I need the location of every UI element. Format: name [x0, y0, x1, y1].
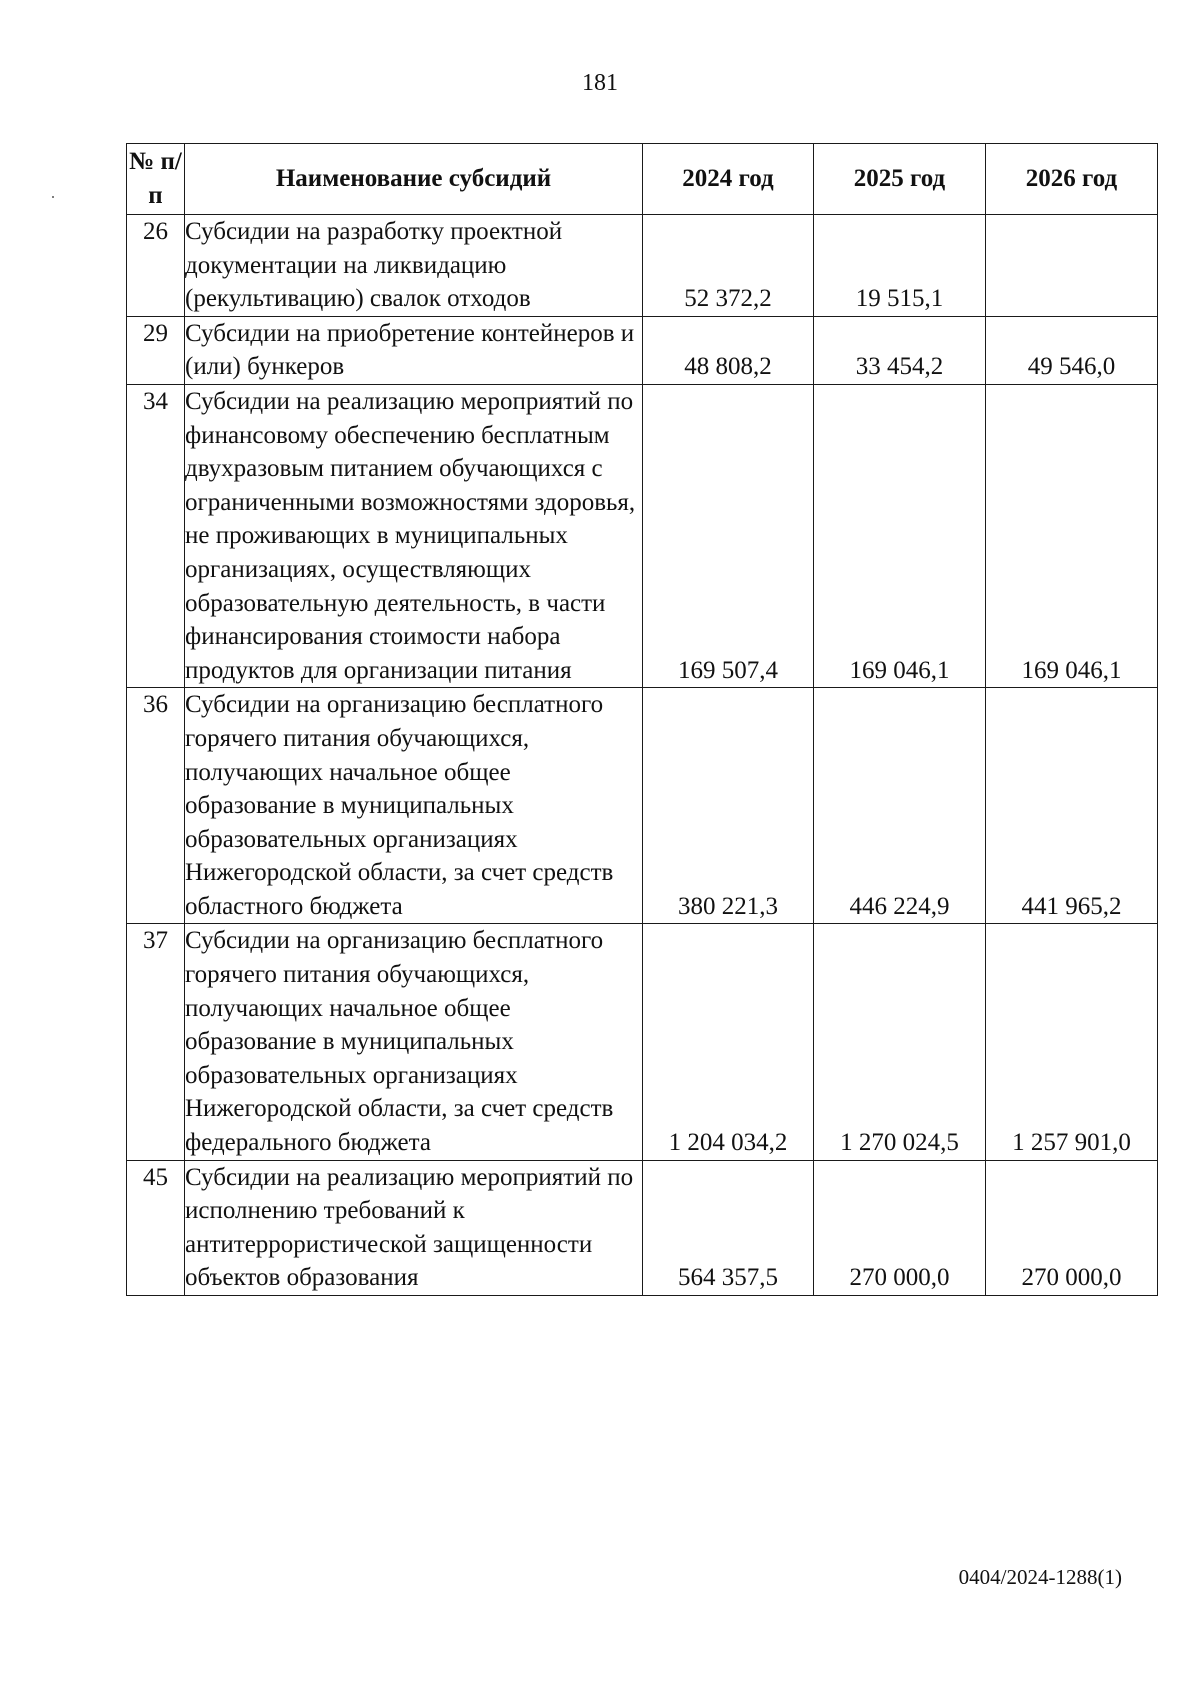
table-row — [127, 316, 1158, 384]
row-name: Субсидии на организацию бесплатного горячего питания обучающихся, получающих начальное общее образование в муниципальных образовательных организациях Нижегородской области, за счет средств федерального бюджета — [185, 924, 643, 1160]
row-2024: 169 507,4 — [643, 384, 814, 687]
row-name: Субсидии на разработку проектной документации на ликвидацию (рекультивацию) свалок отходов — [185, 215, 643, 317]
row-2025: 1 270 024,5 — [814, 924, 986, 1160]
row-num: 34 — [127, 384, 185, 687]
row-name: Субсидии на реализацию мероприятий по исполнению требований к антитеррористической защищенности объектов образования — [185, 1160, 643, 1295]
row-2025: 33 454,2 — [814, 316, 986, 384]
row-2024: 564 357,5 — [643, 1160, 814, 1295]
page-number: 181 — [582, 70, 618, 96]
row-2024: 48 808,2 — [643, 316, 814, 384]
row-2024: 380 221,3 — [643, 688, 814, 924]
row-2025: 169 046,1 — [814, 384, 986, 687]
table-row — [127, 384, 1158, 687]
row-2025: 19 515,1 — [814, 215, 986, 317]
row-name: Субсидии на организацию бесплатного горячего питания обучающихся, получающих начальное общее образование в муниципальных образовательных организациях Нижегородской области, за счет средств областного бюджета — [185, 688, 643, 924]
table-row — [127, 924, 1158, 1160]
table-row — [127, 1160, 1158, 1295]
header-num: № п/п — [127, 144, 185, 215]
row-2026: 270 000,0 — [986, 1160, 1158, 1295]
scan-speck — [52, 196, 54, 198]
row-2024: 1 204 034,2 — [643, 924, 814, 1160]
row-name: Субсидии на реализацию мероприятий по финансовому обеспечению бесплатным двухразовым питанием обучающихся с ограниченными возможностями здоровья, не проживающих в муниципальных организациях, осуществляющих образовательную деятельность, в части финансирования стоимости набора продуктов для организации питания — [185, 384, 643, 687]
table-row — [127, 688, 1158, 924]
row-num: 45 — [127, 1160, 185, 1295]
row-num: 29 — [127, 316, 185, 384]
row-2026 — [986, 215, 1158, 317]
row-2025: 270 000,0 — [814, 1160, 986, 1295]
document-code: 0404/2024-1288(1) — [958, 1565, 1122, 1589]
row-num: 37 — [127, 924, 185, 1160]
row-2026: 169 046,1 — [986, 384, 1158, 687]
header-2024: 2024 год — [643, 144, 814, 215]
row-num: 26 — [127, 215, 185, 317]
header-name: Наименование субсидий — [185, 144, 643, 215]
row-2026: 49 546,0 — [986, 316, 1158, 384]
table-header-row — [127, 144, 1158, 215]
row-num: 36 — [127, 688, 185, 924]
table-row — [127, 215, 1158, 317]
row-2024: 52 372,2 — [643, 215, 814, 317]
subsidies-table — [126, 143, 1158, 1296]
row-2025: 446 224,9 — [814, 688, 986, 924]
header-2025: 2025 год — [814, 144, 986, 215]
row-2026: 441 965,2 — [986, 688, 1158, 924]
header-2026: 2026 год — [986, 144, 1158, 215]
row-name: Субсидии на приобретение контейнеров и (или) бункеров — [185, 316, 643, 384]
row-2026: 1 257 901,0 — [986, 924, 1158, 1160]
